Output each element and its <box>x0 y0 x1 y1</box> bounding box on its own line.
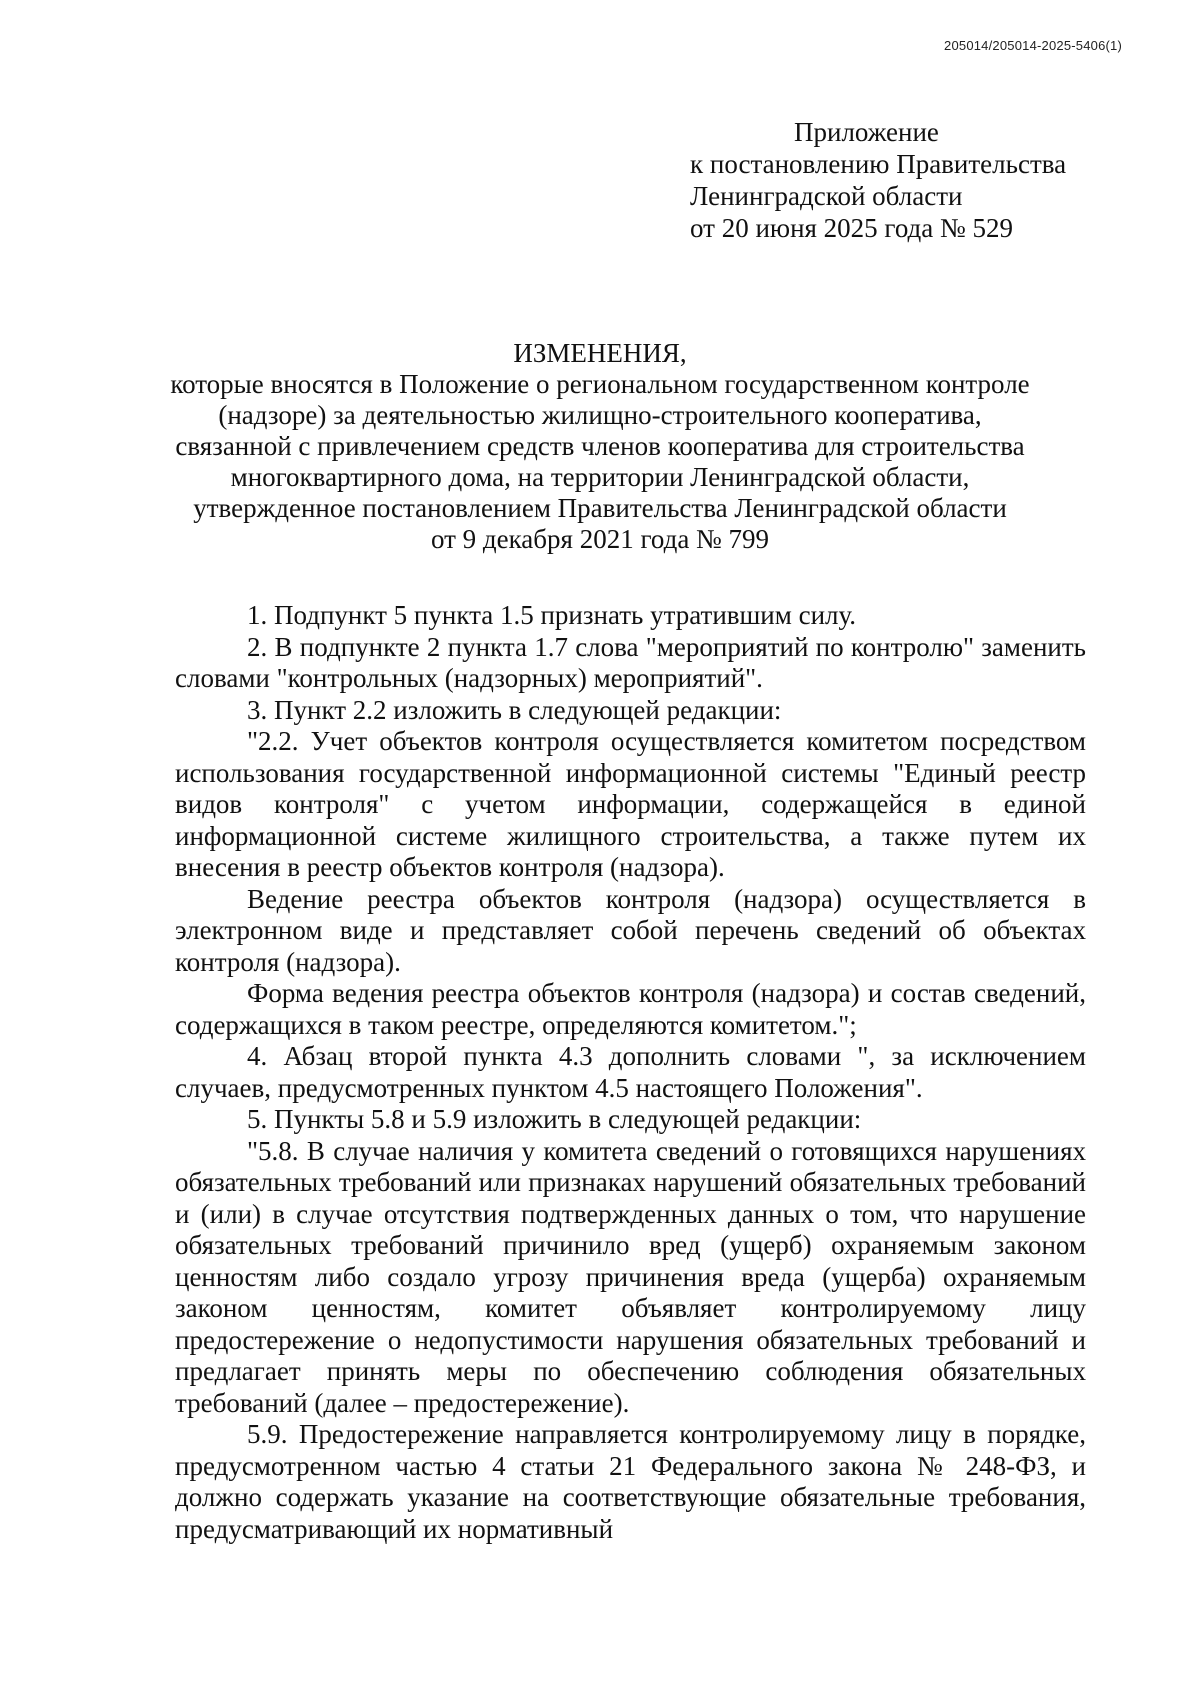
subtitle-line: которые вносятся в Положение о региональном государственном контроле <box>170 369 1030 399</box>
document-id: 205014/205014-2025-5406(1) <box>944 38 1122 53</box>
subtitle-line: связанной с привлечением средств членов кооператива для строительства <box>175 431 1025 461</box>
paragraph: 5.9. Предостережение направляется контролируемому лицу в порядке, предусмотренном частью 4 статьи 21 Федерального закона № 248-ФЗ, и должно содержать указание на соответствующие обязательные требования, предусматривающий их нормативный <box>175 1419 1086 1544</box>
appendix-line: Ленинградской области <box>690 181 963 211</box>
document-body <box>175 600 1086 1545</box>
paragraph: 3. Пункт 2.2 изложить в следующей редакции: <box>247 694 782 725</box>
paragraph: 1. Подпункт 5 пункта 1.5 признать утратившим силу. <box>247 600 857 630</box>
appendix-line: к постановлению Правительства <box>690 149 1067 179</box>
appendix-title: Приложение <box>794 117 939 147</box>
document-title: ИЗМЕНЕНИЯ, <box>513 338 687 368</box>
paragraph: 2. В подпункте 2 пункта 1.7 слова "мероприятий по контролю" заменить словами "контрольных (надзорных) мероприятий". <box>175 631 1086 693</box>
appendix-block <box>690 116 1066 244</box>
paragraph: "5.8. В случае наличия у комитета сведений о готовящихся нарушениях обязательных требований или признаках нарушений обязательных требований и (или) в случае отсутствия подтвержденных данных о том, что нарушение обязательных требований причинило вред (ущерб) охраняемым законом ценностям либо создало угрозу причинения вреда (ущерба) охраняемым законом ценностям, комитет объявляет контролируемому лицу предостережение о недопустимости нарушения обязательных требований и предлагает принять меры по обеспечению соблюдения обязательных требований (далее – предостережение). <box>175 1135 1086 1418</box>
document-heading <box>160 338 1040 555</box>
document-subtitle <box>160 369 1040 555</box>
paragraph: 5. Пункты 5.8 и 5.9 изложить в следующей редакции: <box>247 1104 862 1134</box>
subtitle-line: от 9 декабря 2021 года № 799 <box>430 524 770 554</box>
subtitle-line: утвержденное постановлением Правительства Ленинградской области <box>193 493 1007 523</box>
paragraph: "2.2. Учет объектов контроля осуществляется комитетом посредством использования государственной информационной системы "Единый реестр видов контроля" с учетом информации, содержащейся в единой информационной системе жилищного строительства, а также путем их внесения в реестр объектов контроля (надзора). <box>175 726 1086 882</box>
appendix-date-number: от 20 июня 2025 года № 529 <box>690 213 1014 243</box>
paragraph: Ведение реестра объектов контроля (надзора) осуществляется в электронном виде и представляет собой перечень сведений об объектах контроля (надзора). <box>175 883 1086 977</box>
paragraph: Форма ведения реестра объектов контроля (надзора) и состав сведений, содержащихся в таком реестре, определяются комитетом."; <box>175 978 1086 1040</box>
paragraph: 4. Абзац второй пункта 4.3 дополнить словами ", за исключением случаев, предусмотренных пунктом 4.5 настоящего Положения". <box>175 1041 1086 1103</box>
subtitle-line: (надзоре) за деятельностью жилищно-строительного кооператива, <box>218 400 982 430</box>
subtitle-line: многоквартирного дома, на территории Ленинградской области, <box>230 462 970 492</box>
